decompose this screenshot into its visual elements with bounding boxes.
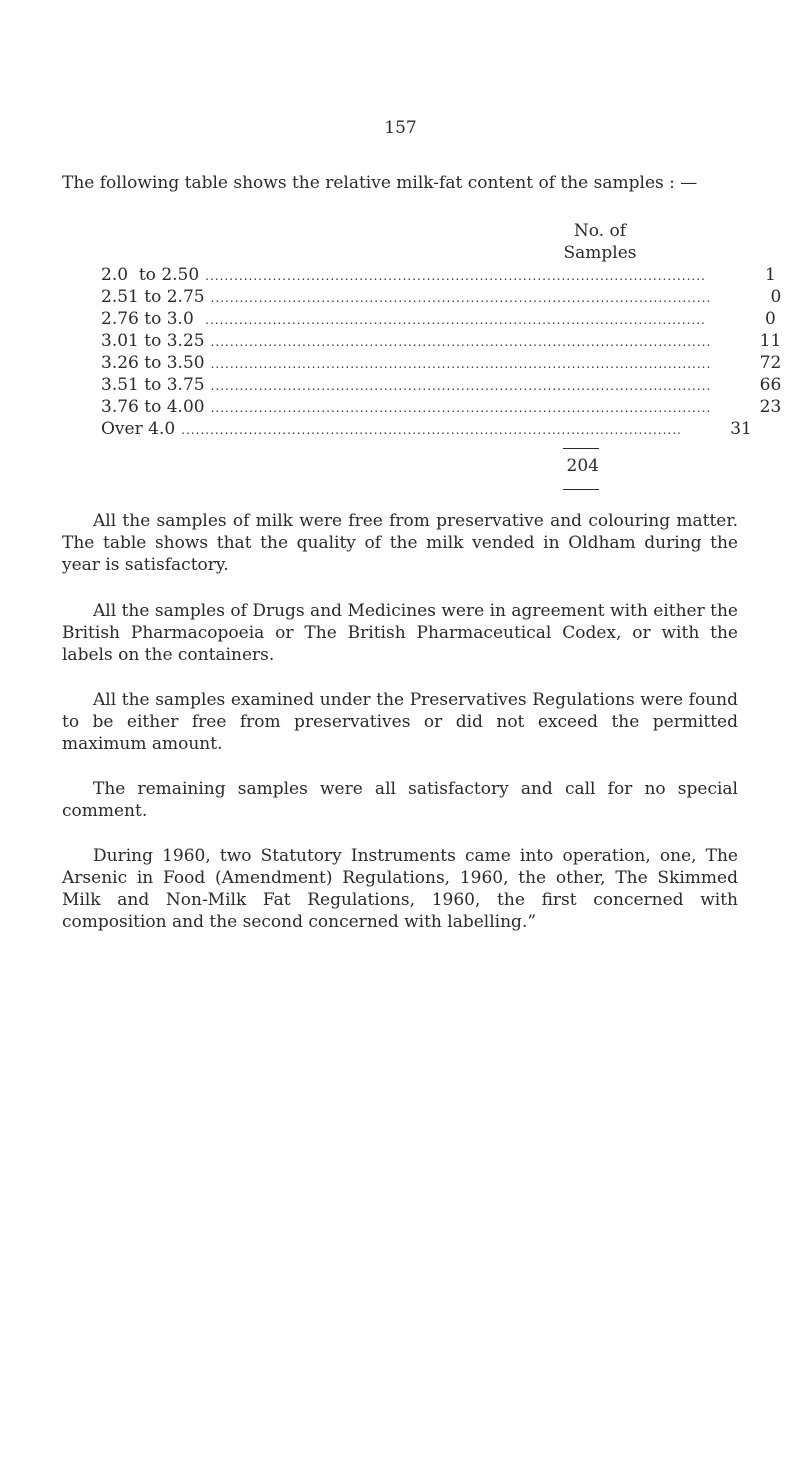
- range-label: 2.51 to 2.75: [101, 287, 205, 307]
- range-label: 2.0 to 2.50: [101, 265, 200, 285]
- sample-count: 0: [765, 309, 776, 329]
- leader-dots: ........................................................................................................: [210, 357, 712, 371]
- range-label: 3.76 to 4.00: [101, 397, 205, 417]
- leader-dots: ........................................................................................................: [210, 291, 712, 305]
- range-label: 3.26 to 3.50: [101, 353, 205, 373]
- table-row: [101, 286, 782, 308]
- table-row: [101, 396, 782, 418]
- leader-dots: ........................................................................................................: [210, 335, 712, 349]
- intro-text: The following table shows the relative milk-fat content of the samples : —: [62, 173, 698, 193]
- table-row: [101, 418, 752, 440]
- range-label: 2.76 to 3.0: [101, 309, 200, 329]
- sample-count: 72: [759, 353, 782, 373]
- total-rule-top: [563, 448, 599, 449]
- table-row: [101, 330, 782, 352]
- sample-count: 0: [770, 287, 782, 307]
- paragraph-drugs-medicines: All the samples of Drugs and Medicines were in agreement with either the British Pharmacopoeia or The British Pharmaceutical Codex, or with the labels on the containers.: [62, 601, 738, 665]
- paragraph-preservatives: All the samples examined under the Preservatives Regulations were found to be either free from preservatives or did not exceed the permitted maximum amount.: [62, 690, 738, 754]
- sample-count: 66: [759, 375, 782, 395]
- column-header-line1: No. of: [573, 221, 627, 241]
- paragraph-remaining-samples: The remaining samples were all satisfactory and call for no special comment.: [62, 779, 738, 821]
- paragraph-statutory-instruments: During 1960, two Statutory Instruments came into operation, one, The Arsenic in Food (Amendment) Regulations, 1960, the other, The Skimmed Milk and Non-Milk Fat Regulations, 1960, the first concerned with composition and the second concerned with labelling.”: [62, 846, 738, 932]
- range-label: 3.51 to 3.75: [101, 375, 205, 395]
- paragraph-milk-quality: All the samples of milk were free from preservative and colouring matter. The table shows that the quality of the milk vended in Oldham during the year is satisfactory.: [62, 511, 738, 575]
- leader-dots: ........................................................................................................: [205, 313, 706, 327]
- leader-dots: ........................................................................................................: [210, 401, 712, 415]
- page-number: 157: [384, 118, 417, 138]
- sample-count: 11: [759, 331, 782, 351]
- table-row: [101, 264, 776, 286]
- milk-fat-table: [101, 264, 782, 440]
- leader-dots: ........................................................................................................: [181, 423, 682, 437]
- table-row: [101, 374, 782, 396]
- leader-dots: ........................................................................................................: [210, 379, 712, 393]
- sample-count: 1: [765, 265, 776, 285]
- leader-dots: ........................................................................................................: [205, 269, 706, 283]
- sample-count: 23: [759, 397, 782, 417]
- range-label: Over 4.0: [101, 419, 176, 439]
- table-row: [101, 308, 776, 330]
- range-label: 3.01 to 3.25: [101, 331, 205, 351]
- total-rule-bottom: [563, 489, 599, 490]
- table-row: [101, 352, 782, 374]
- sample-count: 31: [730, 419, 752, 439]
- column-header-line2: Samples: [563, 243, 637, 263]
- total-value: 204: [566, 456, 599, 476]
- total-block: [539, 448, 599, 490]
